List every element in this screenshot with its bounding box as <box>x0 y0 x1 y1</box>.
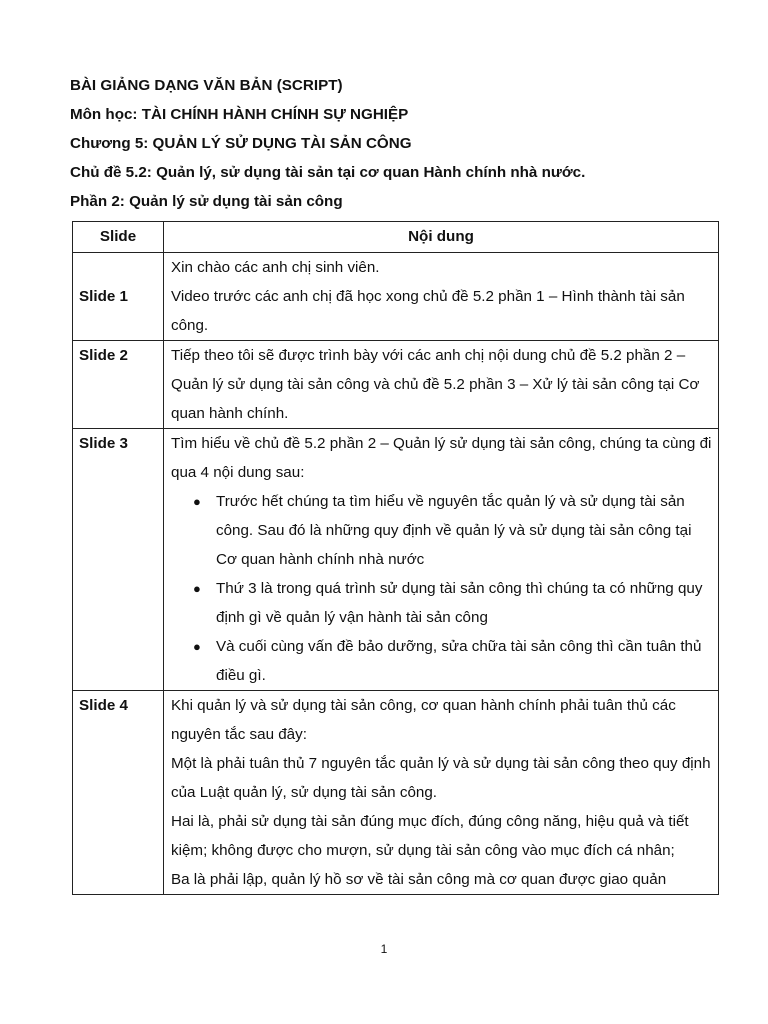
topic-title: Chủ đề 5.2: Quản lý, sử dụng tài sản tại cơ quan Hành chính nhà nước. <box>70 164 586 181</box>
course-name: Môn học: TÀI CHÍNH HÀNH CHÍNH SỰ NGHIỆP <box>70 106 409 123</box>
document-title: BÀI GIẢNG DẠNG VĂN BẢN (SCRIPT) <box>70 77 343 94</box>
table-row <box>73 691 719 895</box>
table-header-row <box>73 222 719 253</box>
table-row <box>73 253 719 341</box>
page-number: 1 <box>380 942 388 956</box>
content-paragraph: Tiếp theo tôi sẽ được trình bày với các anh chị nội dung chủ đề 5.2 phần 2 – Quản lý sử dụng tài sản công và chủ đề 5.2 phần 3 – Xử lý tài sản công tại Cơ quan hành chính. <box>171 347 700 422</box>
table-row <box>73 341 719 429</box>
slide-content <box>164 429 719 691</box>
column-header-slide: Slide <box>73 222 164 253</box>
script-table <box>72 221 719 895</box>
content-paragraph: Tìm hiểu về chủ đề 5.2 phần 2 – Quản lý sử dụng tài sản công, chúng ta cùng đi qua 4 nội dung sau: <box>171 435 712 481</box>
slide-content <box>164 691 719 895</box>
bullet-text: Và cuối cùng vấn đề bảo dưỡng, sửa chữa tài sản công thì cần tuân thủ điều gì. <box>216 638 702 684</box>
bullet-list <box>171 487 712 690</box>
slide-content <box>164 341 719 429</box>
content-paragraph: Một là phải tuân thủ 7 nguyên tắc quản lý và sử dụng tài sản công theo quy định của Luật quản lý, sử dụng tài sản công. <box>171 755 711 801</box>
slide-label: Slide 1 <box>73 253 164 341</box>
slide-content <box>164 253 719 341</box>
slide-label: Slide 3 <box>73 429 164 691</box>
content-paragraph: Hai là, phải sử dụng tài sản đúng mục đích, đúng công năng, hiệu quả và tiết kiệm; không được cho mượn, sử dụng tài sản công vào mục đích cá nhân; <box>171 813 689 859</box>
bullet-text: Thứ 3 là trong quá trình sử dụng tài sản công thì chúng ta có những quy định gì về quản lý vận hành tài sản công <box>216 580 703 626</box>
content-paragraph: Khi quản lý và sử dụng tài sản công, cơ quan hành chính phải tuân thủ các nguyên tắc sau đây: <box>171 697 676 743</box>
column-header-content: Nội dung <box>164 222 719 253</box>
bullet-dot-icon: ● <box>193 494 201 509</box>
chapter-title: Chương 5: QUẢN LÝ SỬ DỤNG TÀI SẢN CÔNG <box>70 135 412 152</box>
bullet-dot-icon: ● <box>193 639 201 654</box>
document-heading <box>70 75 730 220</box>
slide-label: Slide 4 <box>73 691 164 895</box>
content-paragraph: Ba là phải lập, quản lý hồ sơ về tài sản công mà cơ quan được giao quản <box>171 871 667 888</box>
slide-label: Slide 2 <box>73 341 164 429</box>
table-row <box>73 429 719 691</box>
part-title: Phần 2: Quản lý sử dụng tài sản công <box>70 193 343 210</box>
bullet-item <box>193 574 712 632</box>
content-paragraph: Video trước các anh chị đã học xong chủ đề 5.2 phần 1 – Hình thành tài sản công. <box>171 288 685 334</box>
bullet-text: Trước hết chúng ta tìm hiểu về nguyên tắc quản lý và sử dụng tài sản công. Sau đó là những quy định về quản lý và sử dụng tài sản công tại Cơ quan hành chính nhà nước <box>216 493 692 568</box>
bullet-item <box>193 632 712 690</box>
bullet-item <box>193 487 712 574</box>
content-paragraph: Xin chào các anh chị sinh viên. <box>171 259 380 276</box>
bullet-dot-icon: ● <box>193 581 201 596</box>
